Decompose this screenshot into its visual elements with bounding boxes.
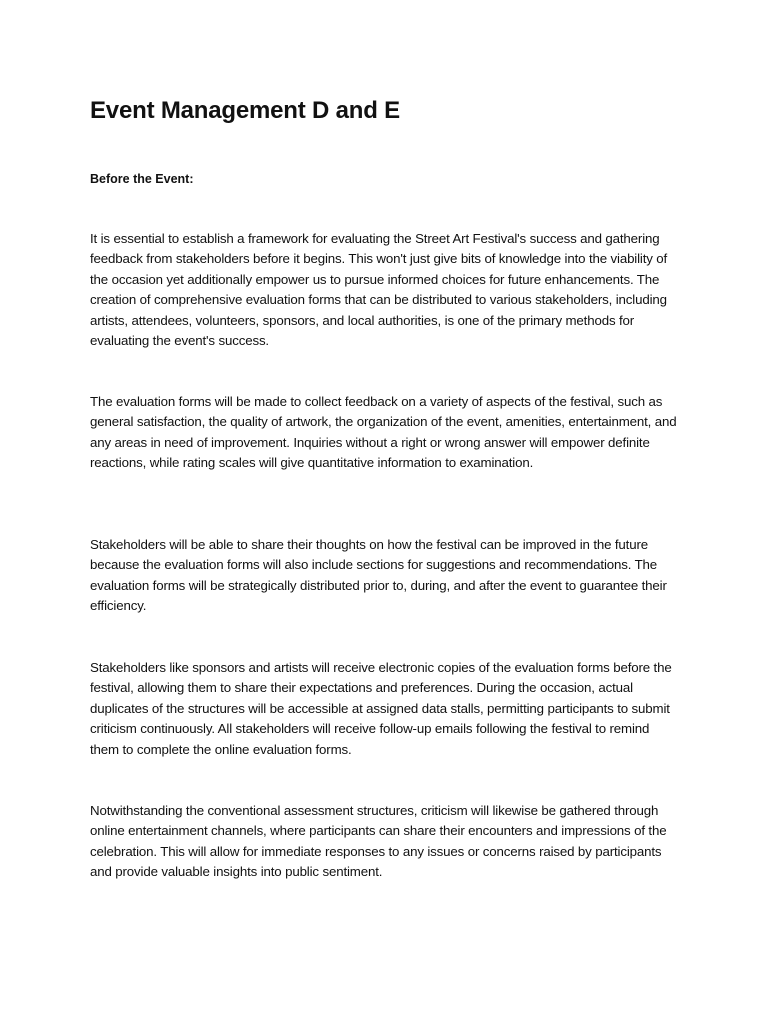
document-title: Event Management D and E — [90, 97, 400, 124]
paragraph-2: The evaluation forms will be made to collect feedback on a variety of aspects of the festival, such as general satisfaction, the quality of artwork, the organization of the event, amenities, entertainment, and any areas in need of improvement. Inquiries without a right or wrong answer will empower definite reactions, while rating scales will give quantitative information to examination. — [90, 394, 677, 471]
paragraph-1: It is essential to establish a framework for evaluating the Street Art Festival's success and gathering feedback from stakeholders before it begins. This won't just give bits of knowledge into the viability of the occasion yet additionally empower us to pursue informed choices for future enhancements. The creation of comprehensive evaluation forms that can be distributed to various stakeholders, including artists, attendees, volunteers, sponsors, and local authorities, is one of the primary methods for evaluating the event's success. — [90, 231, 668, 349]
paragraph-3: Stakeholders will be able to share their thoughts on how the festival can be improved in the future because the evaluation forms will also include sections for suggestions and recommendations. The evaluation forms will be strategically distributed prior to, during, and after the event to guarantee their efficiency. — [90, 537, 667, 614]
paragraph-5: Notwithstanding the conventional assessment structures, criticism will likewise be gathered through online entertainment channels, where participants can share their encounters and impressions of the celebration. This will allow for immediate responses to any issues or concerns raised by participants and provide valuable insights into public sentiment. — [90, 803, 667, 880]
paragraph-4: Stakeholders like sponsors and artists will receive electronic copies of the evaluation forms before the festival, allowing them to share their expectations and preferences. During the occasion, actual duplicates of the structures will be accessible at assigned data stalls, permitting participants to submit criticism continuously. All stakeholders will receive follow-up emails following the festival to remind them to complete the online evaluation forms. — [90, 660, 672, 757]
section-heading: Before the Event: — [90, 172, 194, 186]
